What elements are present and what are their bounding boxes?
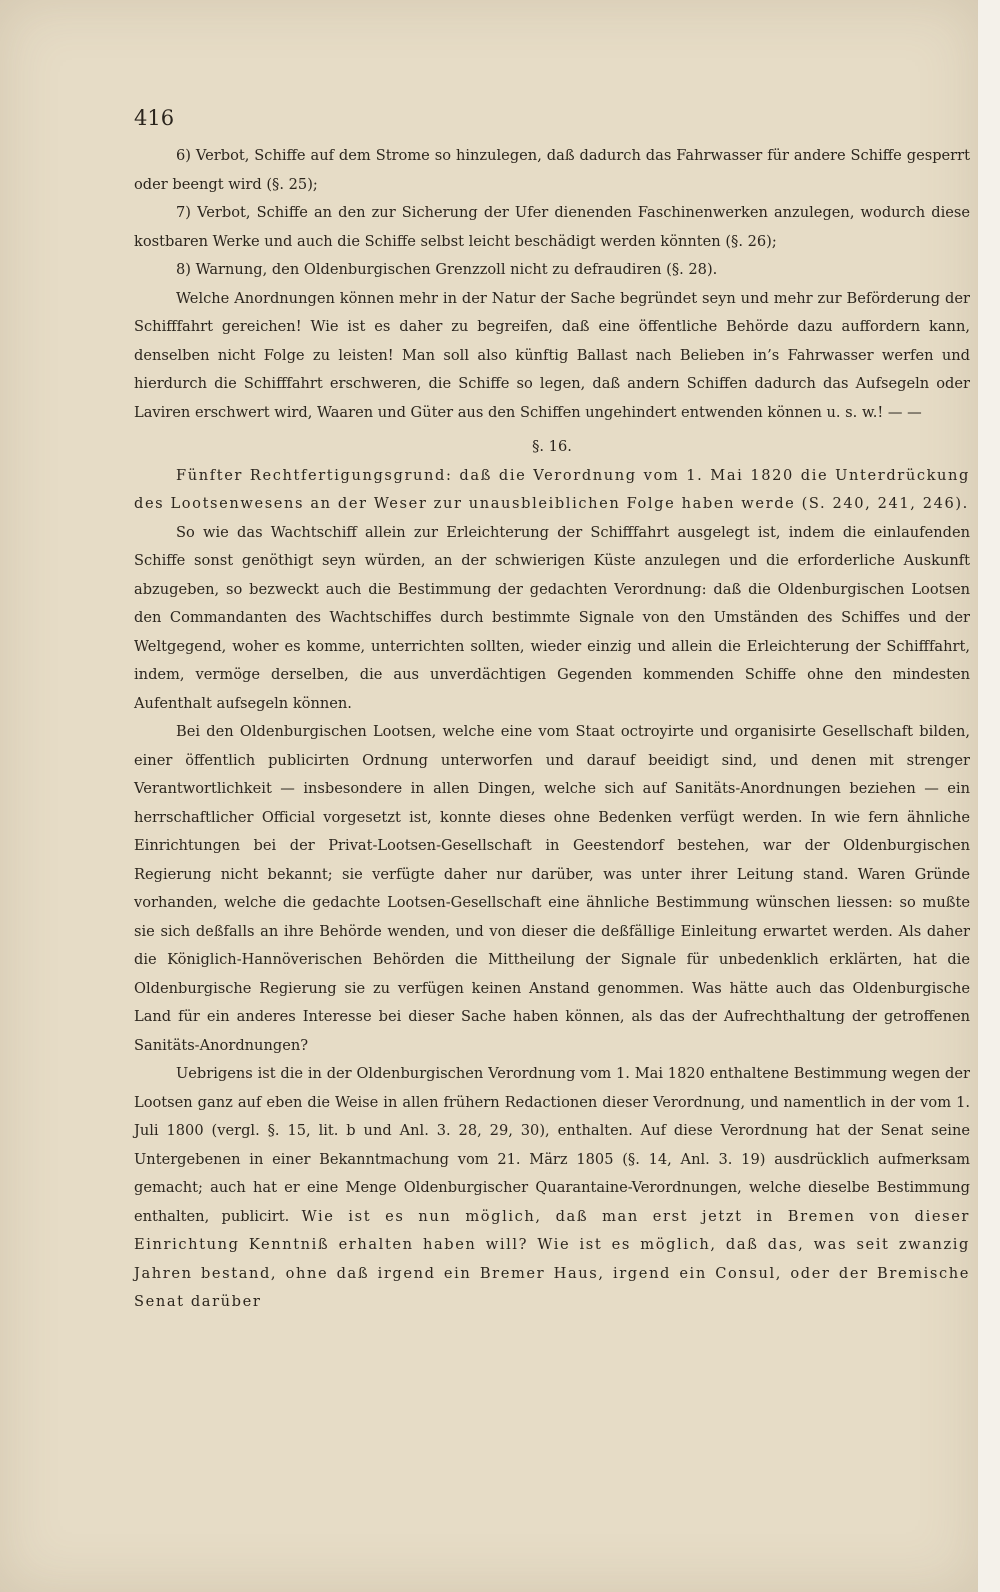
page-text — [134, 100, 970, 1317]
paragraph: Bei den Oldenburgischen Lootsen, welche eine vom Staat octroyirte und organisirte Gesellschaft bilden, einer öffentlich publicirten Ordnung unterworfen und darauf beeidigt sind, und denen mit strenger Verantwortlichkeit — insbesondere in allen Dingen, welche sich auf Sanitäts-Anordnungen beziehen — ein herrschaftlicher Official vorgesetzt ist, konnte dieses ohne Bedenken verfügt werden. In wie fern ähnliche Einrichtungen bei der Privat-Lootsen-Gesellschaft in Geestendorf bestehen, war der Oldenburgischen Regierung nicht bekannt; sie verfügte daher nur darüber, was unter ihrer Leitung stand. Waren Gründe vorhanden, welche die gedachte Lootsen-Gesellschaft eine ähnliche Bestimmung wünschen liessen: so mußte sie sich deßfalls an ihre Behörde wenden, und von dieser die deßfällige Einleitung erwartet werden. Als daher die Königlich-Hannöverischen Behörden die Mittheilung der Signale für unbedenklich erklärten, hat die Oldenburgische Regierung sie zu verfügen keinen Anstand genommen. Was hätte auch das Oldenburgische Land für ein anderes Interesse bei dieser Sache haben können, als das der Aufrechthaltung der getroffenen Sanitäts-Anordnungen? — [134, 723, 970, 1054]
page-number: 416 — [134, 106, 175, 130]
paragraph-spaced-text: Wie ist es nun möglich, daß man erst jetzt in Bremen von dieser Einrichtung Kenntniß erhalten haben will? Wie ist es möglich, daß das, was seit zwanzig Jahren bestand, ohne daß irgend ein Bremer Haus, irgend ein Consul, oder der Bremische Senat darüber — [134, 1207, 971, 1310]
list-item: 8) Warnung, den Oldenburgischen Grenzzoll nicht zu defraudiren (§. 28). — [176, 261, 718, 278]
paragraph-text: Uebrigens ist die in der Oldenburgischen Verordnung vom 1. Mai 1820 enthaltene Bestimmung wegen der Lootsen ganz auf eben die Weise in allen frühern Redactionen dieser Verordnung, und namentlich in der vom 1. Juli 1800 (vergl. §. 15, lit. b und Anl. 3. 28, 29, 30), enthalten. Auf diese Verordnung hat der Senat seine Untergebenen in einer Bekanntmachung vom 21. März 1805 (§. 14, Anl. 3. 19) ausdrücklich aufmerksam gemacht; auch hat er eine Menge Oldenburgischer Quarantaine-Verordnungen, welche dieselbe Bestimmung enthalten, publicirt. — [134, 1065, 970, 1225]
section-heading: Fünfter Rechtfertigungsgrund: daß die Verordnung vom 1. Mai 1820 die Unterdrückung des Lootsenwesens an der Weser zur unausbleiblichen Folge haben werde (S. 240, 241, 246). — [134, 466, 970, 512]
paragraph — [134, 1060, 970, 1317]
page-edge — [978, 0, 1000, 1592]
paragraph: So wie das Wachtschiff allein zur Erleichterung der Schifffahrt ausgelegt ist, indem die einlaufenden Schiffe sonst genöthigt seyn würden, an der schwierigen Küste anzulegen und die erforderliche Auskunft abzugeben, so bezweckt auch die Bestimmung der gedachten Verordnung: daß die Oldenburgischen Lootsen den Commandanten des Wachtschiffes durch bestimmte Signale von den Umständen des Schiffes und der Weltgegend, woher es komme, unterrichten sollten, wieder einzig und allein die Erleichterung der Schifffahrt, indem, vermöge derselben, die aus unverdächtigen Gegenden kommenden Schiffe ohne den mindesten Aufenthalt aufsegeln können. — [134, 523, 970, 712]
section-number: §. 16. — [532, 438, 572, 455]
list-item: 6) Verbot, Schiffe auf dem Strome so hinzulegen, daß dadurch das Fahrwasser für andere Schiffe gesperrt oder beengt wird (§. 25); — [134, 147, 970, 193]
paragraph: Welche Anordnungen können mehr in der Natur der Sache begründet seyn und mehr zur Beförderung der Schifffahrt gereichen! Wie ist es daher zu begreifen, daß eine öffentliche Behörde dazu auffordern kann, denselben nicht Folge zu leisten! Man soll also künftig Ballast nach Belieben in’s Fahrwasser werfen und hierdurch die Schifffahrt erschweren, die Schiffe so legen, daß andern Schiffen dadurch das Aufsegeln oder Laviren erschwert wird, Waaren und Güter aus den Schiffen ungehindert entwenden können u. s. w.! — — — [134, 289, 970, 421]
list-item: 7) Verbot, Schiffe an den zur Sicherung der Ufer dienenden Faschinenwerken anzulegen, wodurch diese kostbaren Werke und auch die Schiffe selbst leicht beschädigt werden könnten (§. 26); — [134, 204, 970, 250]
